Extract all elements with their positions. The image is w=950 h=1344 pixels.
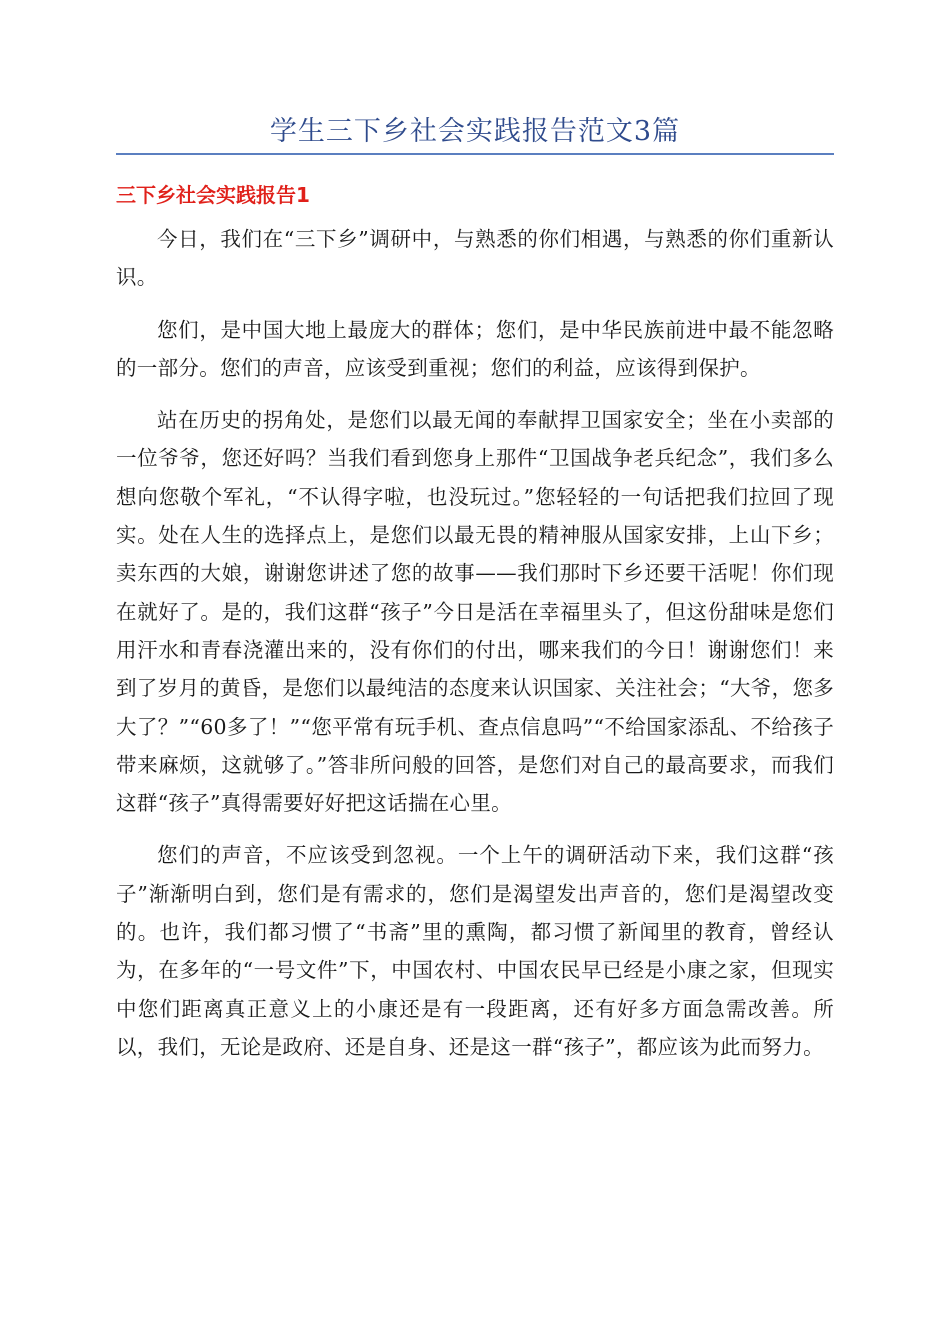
paragraph: 今日，我们在“三下乡”调研中，与熟悉的你们相遇，与熟悉的你们重新认识。 bbox=[116, 227, 834, 290]
paragraph: 您们的声音，不应该受到忽视。一个上午的调研活动下来，我们这群“孩子”渐渐明白到，您们是有需求的，您们是渴望发出声音的，您们是渴望改变的。也许，我们都习惯了“书斋”里的熏陶，都习惯了新闻里的教育，曾经认为，在多年的“一号文件”下，中国农村、中国农民早已经是小康之家，但现实中您们距离真正意义上的小康还是有一段距离，还有好多方面急需改善。所以，我们，无论是政府、还是自身、还是这一群“孩子”，都应该为此而努力。 bbox=[116, 843, 834, 1059]
paragraph: 站在历史的拐角处，是您们以最无闻的奉献捍卫国家安全；坐在小卖部的一位爷爷，您还好吗？当我们看到您身上那件“卫国战争老兵纪念”，我们多么想向您敬个军礼，“不认得字啦，也没玩过。”您轻轻的一句话把我们拉回了现实。处在人生的选择点上，是您们以最无畏的精神服从国家安排，上山下乡；卖东西的大娘，谢谢您讲述了您的故事——我们那时下乡还要干活呢！你们现在就好了。是的，我们这群“孩子”今日是活在幸福里头了，但这份甜味是您们用汗水和青春浇灌出来的，没有你们的付出，哪来我们的今日！谢谢您们！来到了岁月的黄昏，是您们以最纯洁的态度来认识国家、关注社会；“大爷，您多大了？”“60多了！”“您平常有玩手机、查点信息吗”“不给国家添乱、不给孩子带来麻烦，这就够了。”答非所问般的回答，是您们对自己的最高要求，而我们这群“孩子”真得需要好好把这话揣在心里。 bbox=[116, 408, 834, 816]
document-title: 学生三下乡社会实践报告范文3篇 bbox=[269, 116, 681, 147]
paragraph: 您们，是中国大地上最庞大的群体；您们，是中华民族前进中最不能忽略的一部分。您们的声音，应该受到重视；您们的利益，应该得到保护。 bbox=[116, 317, 834, 380]
document-body bbox=[116, 220, 834, 1080]
section-heading: 三下乡社会实践报告1 bbox=[116, 183, 310, 207]
title-underline bbox=[116, 153, 834, 155]
